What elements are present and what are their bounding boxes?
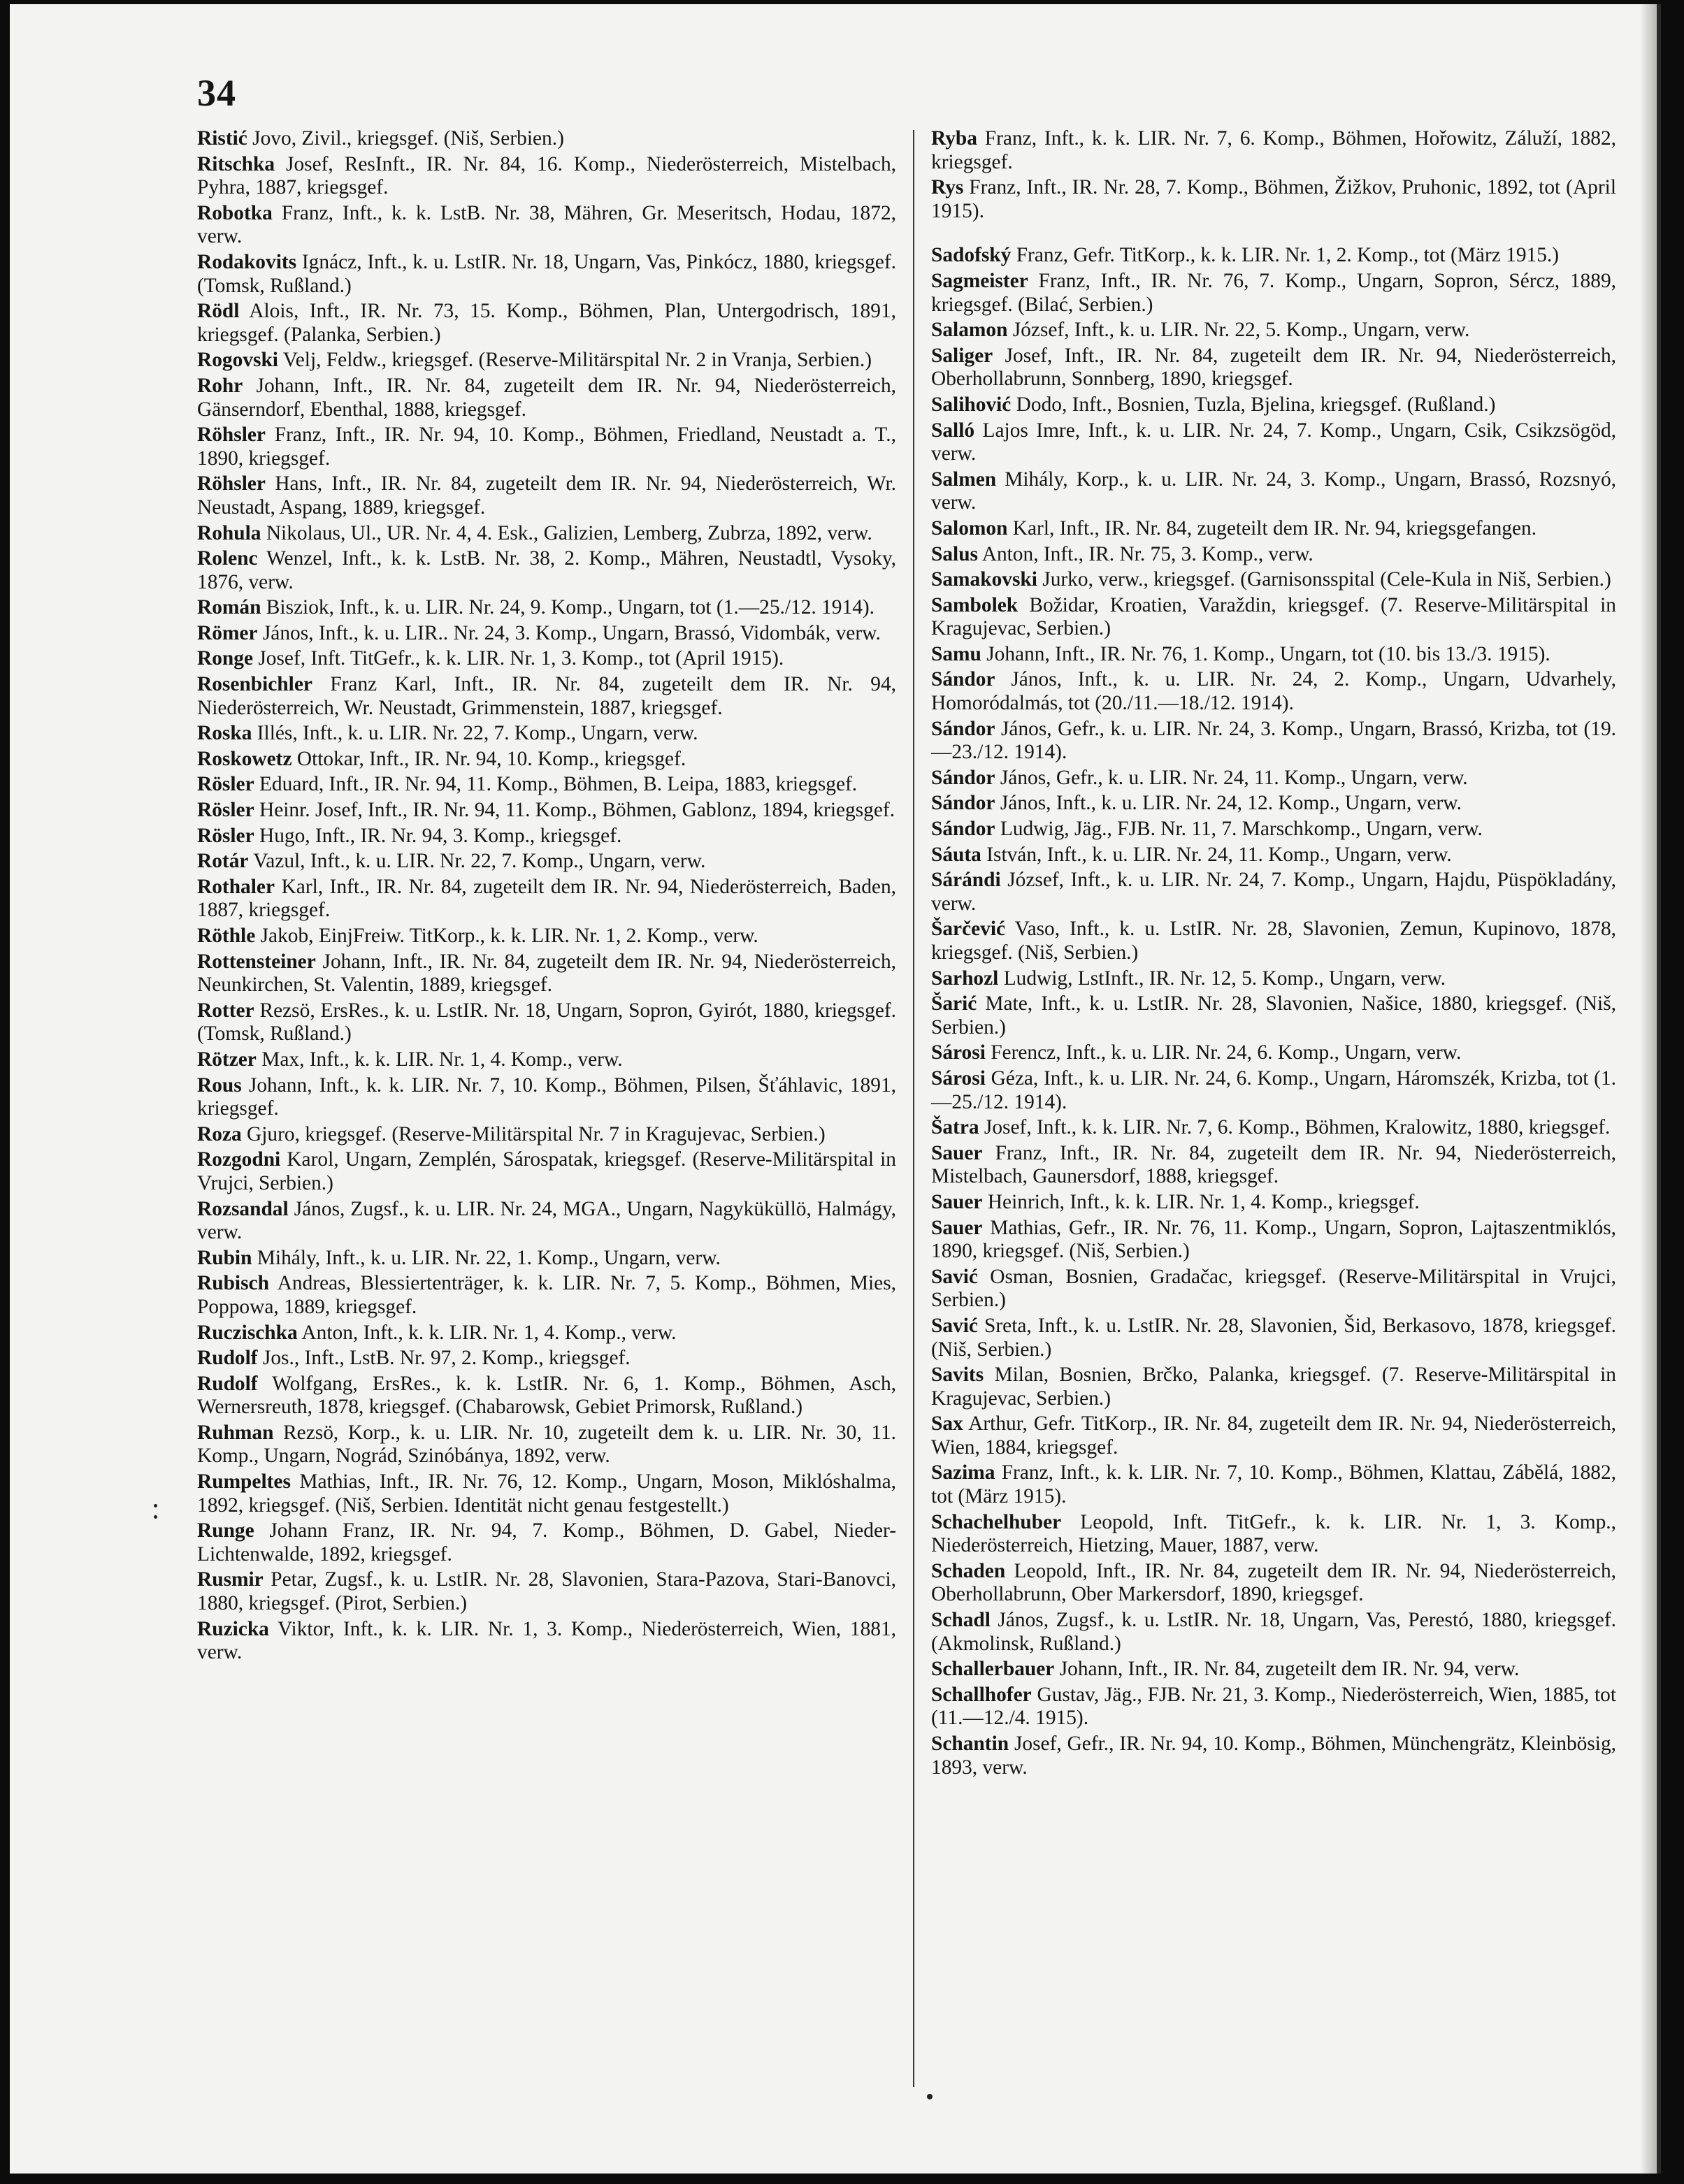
entry-surname: Rubin: [197, 1246, 252, 1269]
entry-details: Osman, Bosnien, Gradačac, kriegsgef. (Reserve-Militärspital in Vrujci, Serbien.): [931, 1265, 1616, 1312]
entry-details: Milan, Bosnien, Brčko, Palanka, kriegsgef. (7. Reserve-Militärspital in Kragujevac, Serbien.): [931, 1364, 1616, 1410]
register-entry: [931, 543, 1616, 567]
register-entry: [197, 300, 896, 347]
entry-details: Josef, Inft., k. k. LIR. Nr. 7, 6. Komp., Böhmen, Kralowitz, 1880, kriegsgef.: [979, 1116, 1611, 1139]
entry-surname: Savić: [931, 1265, 978, 1288]
entry-details: János, Inft., k. u. LIR. Nr. 24, 12. Komp., Ungarn, verw.: [995, 792, 1462, 815]
entry-surname: Ruczischka: [197, 1321, 298, 1344]
entry-details: Jurko, verw., kriegsgef. (Garnisonsspital (Cele-Kula in Niš, Serbien.): [1037, 568, 1611, 591]
entry-surname: Rotter: [197, 999, 254, 1022]
entry-surname: Schantin: [931, 1733, 1009, 1755]
entry-surname: Sax: [931, 1412, 963, 1435]
register-entry: [197, 876, 896, 923]
entry-surname: Savić: [931, 1314, 978, 1337]
entry-surname: Ryba: [931, 127, 977, 150]
entry-details: János, Gefr., k. u. LIR. Nr. 24, 3. Komp., Ungarn, Brassó, Krizba, tot (19.—23./12. 1914).: [931, 717, 1616, 764]
entry-details: Johann, Inft., k. k. LIR. Nr. 7, 10. Komp., Böhmen, Pilsen, Šťáhlavic, 1891, kriegsgef.: [197, 1073, 896, 1120]
register-entry: [931, 393, 1616, 417]
entry-details: Leopold, Inft. TitGefr., k. k. LIR. Nr. 1, 3. Komp., Niederösterreich, Hietzing, Mauer, 1887, verw.: [931, 1510, 1616, 1557]
entry-surname: Röthle: [197, 925, 256, 947]
entry-surname: Röhsler: [197, 472, 266, 496]
document-page: [10, 4, 1661, 2174]
register-entry: [931, 1191, 1616, 1215]
entry-surname: Sáuta: [931, 843, 981, 866]
entry-details: Božidar, Kroatien, Varaždin, kriegsgef. (7. Reserve-Militärspital in Kragujevac, Serbien.): [931, 593, 1616, 640]
register-entry: [931, 767, 1616, 790]
entry-details: Johann, Inft., IR. Nr. 84, zugeteilt dem IR. Nr. 94, Niederösterreich, Gänserndorf, Ebenthal, 1888, kriegsgef.: [197, 374, 896, 421]
entry-surname: Rösler: [197, 773, 254, 796]
register-entry: [931, 1412, 1616, 1459]
entry-details: Josef, ResInft., IR. Nr. 84, 16. Komp., Niederösterreich, Mistelbach, Pyhra, 1887, kriegsgef.: [197, 152, 896, 199]
entry-details: Franz, Inft., k. k. LIR. Nr. 7, 6. Komp., Böhmen, Hořowitz, Záluží, 1882, kriegsgef.: [931, 127, 1616, 173]
entry-surname: Rusmir: [197, 1568, 264, 1591]
entry-surname: Sándor: [931, 717, 995, 740]
entry-details: Mathias, Inft., IR. Nr. 76, 12. Komp., Ungarn, Moson, Miklóshalma, 1892, kriegsgef. (Niš, Serbien. Identität nicht genau festgestellt.): [197, 1470, 896, 1517]
register-entry: [931, 792, 1616, 816]
entry-surname: Sauer: [931, 1141, 983, 1164]
entry-details: Arthur, Gefr. TitKorp., IR. Nr. 84, zugeteilt dem IR. Nr. 94, Niederösterreich, Wien, 1884, kriegsgef.: [931, 1412, 1616, 1459]
entry-surname: Sándor: [931, 818, 995, 841]
entry-surname: Sauer: [931, 1216, 983, 1239]
register-entry: [197, 1048, 896, 1072]
register-entry: [197, 722, 896, 746]
register-entry: [931, 668, 1616, 715]
entry-surname: Rötzer: [197, 1048, 257, 1071]
register-entry: [931, 718, 1616, 765]
register-entry: [931, 1364, 1616, 1410]
entry-surname: Rösler: [197, 799, 254, 822]
entry-surname: Roskowetz: [197, 747, 292, 770]
entry-surname: Rodakovits: [197, 250, 297, 273]
entry-surname: Sazima: [931, 1461, 995, 1484]
entry-surname: Salomon: [931, 516, 1008, 540]
register-entry: [931, 1067, 1616, 1114]
register-entry: [931, 127, 1616, 174]
register-entry: [197, 673, 896, 720]
entry-surname: Roska: [197, 722, 252, 745]
entry-details: Franz, Inft., IR. Nr. 84, zugeteilt dem IR. Nr. 94, Niederösterreich, Mistelbach, Gaunersdorf, 1888, kriegsgef.: [931, 1141, 1616, 1188]
register-entry: [197, 1247, 896, 1271]
entry-details: Franz Karl, Inft., IR. Nr. 84, zugeteilt dem IR. Nr. 94, Niederösterreich, Wr. Neustadt, Grimmenstein, 1887, kriegsgef.: [197, 673, 896, 719]
register-entry: [197, 825, 896, 848]
entry-details: Franz, Inft., k. k. LstB. Nr. 38, Mähren, Gr. Meseritsch, Hodau, 1872, verw.: [197, 201, 896, 248]
entry-details: Jakob, EinjFreiw. TitKorp., k. k. LIR. Nr. 1, 2. Komp., verw.: [255, 925, 758, 947]
register-entry: [931, 1609, 1616, 1656]
entry-surname: Rotár: [197, 850, 249, 873]
register-entry: [197, 472, 896, 519]
entry-details: Petar, Zugsf., k. u. LstIR. Nr. 28, Slavonien, Stara-Pazova, Stari-Banovci, 1880, kriegsgef. (Pirot, Serbien.): [197, 1568, 896, 1615]
register-entry: [197, 424, 896, 470]
entry-details: József, Inft., k. u. LIR. Nr. 22, 5. Komp., Ungarn, verw.: [1007, 319, 1470, 342]
register-entry: [197, 773, 896, 797]
register-entry: [931, 1658, 1616, 1682]
register-entry: [931, 1217, 1616, 1264]
entry-details: Anton, Inft., IR. Nr. 75, 3. Komp., verw.: [978, 542, 1314, 565]
register-entry: [197, 375, 896, 421]
register-entry: [197, 127, 896, 151]
entry-details: Josef, Inft. TitGefr., k. k. LIR. Nr. 1, 3. Komp., tot (April 1915).: [253, 647, 784, 670]
entry-surname: Roza: [197, 1122, 242, 1145]
entry-surname: Ruzicka: [197, 1617, 269, 1640]
entry-surname: Samu: [931, 642, 981, 665]
entry-details: Franz, Inft., k. k. LIR. Nr. 7, 10. Komp., Böhmen, Klattau, Zábělá, 1882, tot (März 1915).: [931, 1461, 1616, 1508]
entry-details: Mihály, Korp., k. u. LIR. Nr. 24, 3. Komp., Ungarn, Brassó, Rozsnyó, verw.: [931, 468, 1616, 514]
register-entry: [931, 869, 1616, 916]
entry-surname: Savits: [931, 1364, 984, 1387]
register-entry: [197, 153, 896, 200]
register-entry: [931, 1684, 1616, 1730]
register-entry: [931, 244, 1616, 268]
entry-surname: Sadofský: [931, 244, 1012, 267]
entry-surname: Sarhozl: [931, 967, 999, 990]
entry-surname: Rothaler: [197, 875, 275, 898]
register-entry: [931, 345, 1616, 391]
register-entry: [197, 850, 896, 874]
entry-details: József, Inft., k. u. LIR. Nr. 24, 7. Komp., Ungarn, Hajdu, Püspökladány, verw.: [931, 869, 1616, 915]
entry-details: Ignácz, Inft., k. u. LstIR. Nr. 18, Ungarn, Vas, Pinkócz, 1880, kriegsgef. (Tomsk, Rußland.): [197, 250, 896, 297]
entry-details: Mathias, Gefr., IR. Nr. 76, 11. Komp., Ungarn, Sopron, Lajtaszentmiklós, 1890, kriegsgef. (Niš, Serbien.): [931, 1216, 1616, 1263]
entry-details: Viktor, Inft., k. k. LIR. Nr. 1, 3. Komp., Niederösterreich, Wien, 1881, verw.: [197, 1617, 896, 1664]
entry-surname: Rubisch: [197, 1272, 269, 1295]
entry-details: Mate, Inft., k. u. LstIR. Nr. 28, Slavonien, Našice, 1880, kriegsgef. (Niš, Serbien.): [931, 992, 1616, 1039]
entry-surname: Rudolf: [197, 1372, 258, 1395]
register-entry: [197, 1148, 896, 1195]
entry-details: Max, Inft., k. k. LIR. Nr. 1, 4. Komp., verw.: [256, 1048, 623, 1071]
entry-surname: Rösler: [197, 824, 254, 847]
entry-surname: Rogovski: [197, 349, 278, 372]
register-entry: [197, 647, 896, 671]
entry-surname: Sambolek: [931, 593, 1019, 616]
register-entry: [197, 596, 896, 620]
entry-surname: Sándor: [931, 668, 995, 691]
entry-details: Alois, Inft., IR. Nr. 73, 15. Komp., Böhmen, Plan, Untergodrisch, 1891, kriegsgef. (Palanka, Serbien.): [197, 300, 896, 346]
register-entry: [197, 1123, 896, 1147]
register-entry: [197, 1373, 896, 1419]
print-speck: [154, 1504, 157, 1507]
register-entry: [931, 517, 1616, 541]
entry-details: Ludwig, LstInft., IR. Nr. 12, 5. Komp., Ungarn, verw.: [998, 967, 1446, 990]
register-entry: [197, 1568, 896, 1615]
register-entry: [931, 1142, 1616, 1189]
entry-details: Gustav, Jäg., FJB. Nr. 21, 3. Komp., Niederösterreich, Wien, 1885, tot (11.—12./4. 1915).: [931, 1683, 1616, 1730]
entry-details: Dodo, Inft., Bosnien, Tuzla, Bjelina, kriegsgef. (Rußland.): [1011, 393, 1496, 416]
register-entry: [931, 1511, 1616, 1558]
entry-details: Heinr. Josef, Inft., IR. Nr. 94, 11. Komp., Böhmen, Gablonz, 1894, kriegsgef.: [254, 799, 895, 822]
entry-surname: Römer: [197, 621, 258, 644]
entry-surname: Rödl: [197, 300, 240, 323]
entry-details: Anton, Inft., k. k. LIR. Nr. 1, 4. Komp., verw.: [297, 1321, 677, 1344]
entry-surname: Rohula: [197, 521, 261, 544]
entry-details: János, Inft., k. u. LIR. Nr. 24, 2. Komp., Ungarn, Udvarhely, Homoródalmás, tot (20./11.—18./12. 1914).: [931, 668, 1616, 715]
entry-surname: Salamon: [931, 319, 1008, 342]
register-entry: [931, 818, 1616, 841]
entry-details: Hans, Inft., IR. Nr. 84, zugeteilt dem IR. Nr. 94, Niederösterreich, Wr. Neustadt, Aspang, 1889, kriegsgef.: [197, 472, 896, 519]
register-entry: [931, 1733, 1616, 1779]
entry-details: Bisziok, Inft., k. u. LIR. Nr. 24, 9. Komp., Ungarn, tot (1.—25./12. 1914).: [261, 596, 875, 619]
entry-details: Vazul, Inft., k. u. LIR. Nr. 22, 7. Komp., Ungarn, verw.: [248, 850, 706, 873]
register-entry: [197, 547, 896, 594]
entry-surname: Ristić: [197, 127, 247, 150]
entry-surname: Sándor: [931, 792, 995, 815]
entry-surname: Sárándi: [931, 869, 1001, 892]
register-entry: [197, 1074, 896, 1121]
entry-details: Eduard, Inft., IR. Nr. 94, 11. Komp., Böhmen, B. Leipa, 1883, kriegsgef.: [254, 773, 858, 796]
entry-details: Johann, Inft., IR. Nr. 76, 1. Komp., Ungarn, tot (10. bis 13./3. 1915).: [981, 642, 1550, 665]
register-entry: [931, 568, 1616, 592]
entry-details: Josef, Gefr., IR. Nr. 94, 10. Komp., Böhmen, Münchengrätz, Kleinbösig, 1893, verw.: [931, 1733, 1616, 1779]
entry-details: Franz, Gefr. TitKorp., k. k. LIR. Nr. 1, 2. Komp., tot (März 1915.): [1011, 244, 1560, 267]
register-entry: [931, 176, 1616, 223]
entry-surname: Ritschka: [197, 152, 275, 175]
entry-surname: Rosenbichler: [197, 673, 312, 696]
entry-details: Jos., Inft., LstB. Nr. 97, 2. Komp., kriegsgef.: [257, 1347, 631, 1370]
entry-surname: Sauer: [931, 1190, 983, 1213]
register-entry: [197, 1470, 896, 1517]
entry-surname: Šarić: [931, 992, 977, 1015]
register-entry: [197, 251, 896, 298]
entry-details: Franz, Inft., IR. Nr. 28, 7. Komp., Böhmen, Žižkov, Pruhonic, 1892, tot (April 1915).: [931, 176, 1616, 222]
entry-surname: Schaden: [931, 1559, 1006, 1582]
register-entry: [931, 1266, 1616, 1312]
print-speck: [154, 1515, 157, 1519]
right-column: [931, 127, 1616, 1781]
register-entry: [931, 992, 1616, 1039]
entry-surname: Rous: [197, 1073, 242, 1097]
entry-details: Ludwig, Jäg., FJB. Nr. 11, 7. Marschkomp., Ungarn, verw.: [995, 818, 1483, 841]
register-entry: [931, 643, 1616, 667]
entry-details: Wolfgang, ErsRes., k. k. LstIR. Nr. 6, 1. Komp., Böhmen, Asch, Wernersreuth, 1878, kriegsgef. (Chabarowsk, Gebiet Primorsk, Rußland.): [197, 1372, 896, 1419]
register-entry: [931, 918, 1616, 964]
entry-surname: Rozsandal: [197, 1197, 289, 1220]
entry-surname: Rumpeltes: [197, 1470, 291, 1494]
page-number: 34: [197, 72, 236, 114]
entry-details: Johann, Inft., IR. Nr. 84, zugeteilt dem IR. Nr. 94, Niederösterreich, Neunkirchen, St. Valentin, 1889, kriegsgef.: [197, 950, 896, 997]
register-entry: [931, 844, 1616, 867]
register-entry: [197, 1198, 896, 1245]
register-entry: [197, 349, 896, 373]
register-entry: [931, 594, 1616, 641]
entry-details: Sreta, Inft., k. u. LstIR. Nr. 28, Slavonien, Šid, Berkasovo, 1878, kriegsgef. (Niš, Serbien.): [931, 1314, 1616, 1361]
entry-surname: Röhsler: [197, 424, 266, 447]
entry-surname: Ronge: [197, 647, 254, 670]
entry-details: Wenzel, Inft., k. k. LstB. Nr. 38, 2. Komp., Mähren, Neustadtl, Vysoky, 1876, verw.: [197, 547, 896, 593]
entry-details: Karol, Ungarn, Zemplén, Sárospatak, kriegsgef. (Reserve-Militärspital in Vrujci, Serbien.): [197, 1148, 896, 1194]
entry-details: Johann, Inft., IR. Nr. 84, zugeteilt dem IR. Nr. 94, verw.: [1054, 1658, 1520, 1681]
entry-details: János, Gefr., k. u. LIR. Nr. 24, 11. Komp., Ungarn, verw.: [995, 766, 1468, 789]
register-entry: [197, 1519, 896, 1566]
entry-details: Lajos Imre, Inft., k. u. LIR. Nr. 24, 7. Komp., Ungarn, Csik, Csikzsögöd, verw.: [931, 419, 1616, 465]
entry-surname: Rottensteiner: [197, 950, 316, 973]
entry-details: Rezsö, Korp., k. u. LIR. Nr. 10, zugeteilt dem k. u. LIR. Nr. 30, 11. Komp., Ungarn, Nográd, Szinóbánya, 1892, verw.: [197, 1421, 896, 1468]
register-entry: [197, 1272, 896, 1319]
register-entry: [197, 1422, 896, 1468]
entry-surname: Sagmeister: [931, 269, 1028, 292]
entry-surname: Román: [197, 596, 261, 619]
entry-details: Andreas, Blessiertenträger, k. k. LIR. Nr. 7, 5. Komp., Böhmen, Mies, Poppowa, 1889, kriegsgef.: [197, 1272, 896, 1318]
entry-surname: Rudolf: [197, 1347, 258, 1370]
register-entry: [197, 950, 896, 997]
entry-details: Leopold, Inft., IR. Nr. 84, zugeteilt dem IR. Nr. 94, Niederösterreich, Oberhollabrunn, Ober Markersdorf, 1890, kriegsgef.: [931, 1559, 1616, 1606]
entry-surname: Šatra: [931, 1116, 979, 1139]
entry-details: Karl, Inft., IR. Nr. 84, zugeteilt dem IR. Nr. 94, Niederösterreich, Baden, 1887, kriegsgef.: [197, 875, 896, 922]
entry-details: Johann Franz, IR. Nr. 94, 7. Komp., Böhmen, D. Gabel, Nieder-Lichtenwalde, 1892, kriegsgef.: [197, 1519, 896, 1565]
entry-surname: Sárosi: [931, 1066, 986, 1090]
entry-surname: Sárosi: [931, 1041, 986, 1064]
left-column: [197, 127, 896, 1667]
entry-details: János, Zugsf., k. u. LstIR. Nr. 18, Ungarn, Vas, Perestó, 1880, kriegsgef. (Akmolinsk, Rußland.): [931, 1609, 1616, 1655]
entry-surname: Salihović: [931, 393, 1012, 416]
register-entry: [931, 1560, 1616, 1607]
register-entry: [197, 1618, 896, 1665]
entry-surname: Šarčević: [931, 918, 1006, 941]
entry-details: János, Zugsf., k. u. LIR. Nr. 24, MGA., Ungarn, Nagyküküllö, Halmágy, verw.: [197, 1197, 896, 1244]
entry-details: Illés, Inft., k. u. LIR. Nr. 22, 7. Komp., Ungarn, verw.: [252, 722, 698, 745]
entry-surname: Rohr: [197, 374, 243, 397]
register-entry: [931, 419, 1616, 466]
page-edge-shadow: [1640, 4, 1657, 2174]
register-entry: [197, 999, 896, 1046]
entry-details: Franz, Inft., IR. Nr. 94, 10. Komp., Böhmen, Friedland, Neustadt a. T., 1890, kriegsgef.: [197, 424, 896, 470]
register-entry: [931, 270, 1616, 317]
register-entry: [931, 1116, 1616, 1140]
entry-details: Jovo, Zivil., kriegsgef. (Niš, Serbien.): [247, 127, 564, 150]
entry-details: Ferencz, Inft., k. u. LIR. Nr. 24, 6. Komp., Ungarn, verw.: [985, 1041, 1462, 1064]
register-entry: [931, 468, 1616, 515]
entry-details: Nikolaus, Ul., UR. Nr. 4, 4. Esk., Galizien, Lemberg, Zubrza, 1892, verw.: [261, 521, 872, 544]
register-entry: [931, 1461, 1616, 1508]
entry-surname: Runge: [197, 1519, 254, 1542]
entry-surname: Schallerbauer: [931, 1658, 1055, 1681]
entry-surname: Ruhman: [197, 1421, 274, 1444]
entry-details: Heinrich, Inft., k. k. LIR. Nr. 1, 4. Komp., kriegsgef.: [982, 1190, 1420, 1213]
register-entry: [197, 1347, 896, 1371]
entry-surname: Salus: [931, 542, 978, 565]
entry-surname: Rozgodni: [197, 1148, 281, 1171]
entry-details: Mihály, Inft., k. u. LIR. Nr. 22, 1. Komp., Ungarn, verw.: [252, 1246, 721, 1269]
entry-surname: Rys: [931, 176, 964, 199]
entry-details: Karl, Inft., IR. Nr. 84, zugeteilt dem IR. Nr. 94, kriegsgefangen.: [1007, 516, 1537, 540]
entry-surname: Salmen: [931, 468, 997, 491]
entry-surname: Schallhofer: [931, 1683, 1032, 1706]
register-entry: [197, 799, 896, 823]
register-entry: [197, 925, 896, 948]
print-speck: [927, 2094, 933, 2099]
entry-surname: Robotka: [197, 201, 273, 224]
entry-details: Gjuro, kriegsgef. (Reserve-Militärspital Nr. 7 in Kragujevac, Serbien.): [241, 1122, 826, 1145]
register-entry: [197, 1322, 896, 1345]
register-entry: [197, 622, 896, 646]
entry-surname: Schachelhuber: [931, 1510, 1062, 1533]
column-divider: [913, 130, 914, 2087]
entry-details: János, Inft., k. u. LIR.. Nr. 24, 3. Komp., Ungarn, Brassó, Vidombák, verw.: [257, 621, 881, 644]
entry-surname: Rolenc: [197, 547, 258, 570]
entry-details: Franz, Inft., IR. Nr. 76, 7. Komp., Ungarn, Sopron, Sércz, 1889, kriegsgef. (Bilać, Serbien.): [931, 269, 1616, 316]
entry-details: Josef, Inft., IR. Nr. 84, zugeteilt dem IR. Nr. 94, Niederösterreich, Oberhollabrunn, Sonnberg, 1890, kriegsgef.: [931, 344, 1616, 391]
entry-surname: Saliger: [931, 344, 993, 367]
entry-surname: Samakovski: [931, 568, 1037, 591]
entry-surname: Schadl: [931, 1609, 991, 1632]
register-entry: [931, 1041, 1616, 1065]
entry-details: István, Inft., k. u. LIR. Nr. 24, 11. Komp., Ungarn, verw.: [981, 843, 1452, 866]
entry-details: Ottokar, Inft., IR. Nr. 94, 10. Komp., kriegsgef.: [292, 747, 686, 770]
register-entry: [197, 522, 896, 546]
entry-details: Vaso, Inft., k. u. LstIR. Nr. 28, Slavonien, Zemun, Kupinovo, 1878, kriegsgef. (Niš, Serbien.): [931, 918, 1616, 964]
register-entry: [931, 319, 1616, 342]
entry-details: Hugo, Inft., IR. Nr. 94, 3. Komp., kriegsgef.: [254, 824, 622, 847]
entry-details: Rezsö, ErsRes., k. u. LstIR. Nr. 18, Ungarn, Sopron, Gyirót, 1880, kriegsgef. (Tomsk, Rußland.): [197, 999, 896, 1046]
entry-details: Géza, Inft., k. u. LIR. Nr. 24, 6. Komp., Ungarn, Háromszék, Krizba, tot (1.—25./12. 1914).: [931, 1066, 1616, 1113]
entry-details: Velj, Feldw., kriegsgef. (Reserve-Militärspital Nr. 2 in Vranja, Serbien.): [278, 349, 872, 372]
register-entry: [197, 748, 896, 772]
entry-surname: Sándor: [931, 766, 995, 789]
register-entry: [197, 202, 896, 249]
register-entry: [931, 967, 1616, 991]
entry-surname: Salló: [931, 419, 975, 442]
register-entry: [931, 1315, 1616, 1361]
